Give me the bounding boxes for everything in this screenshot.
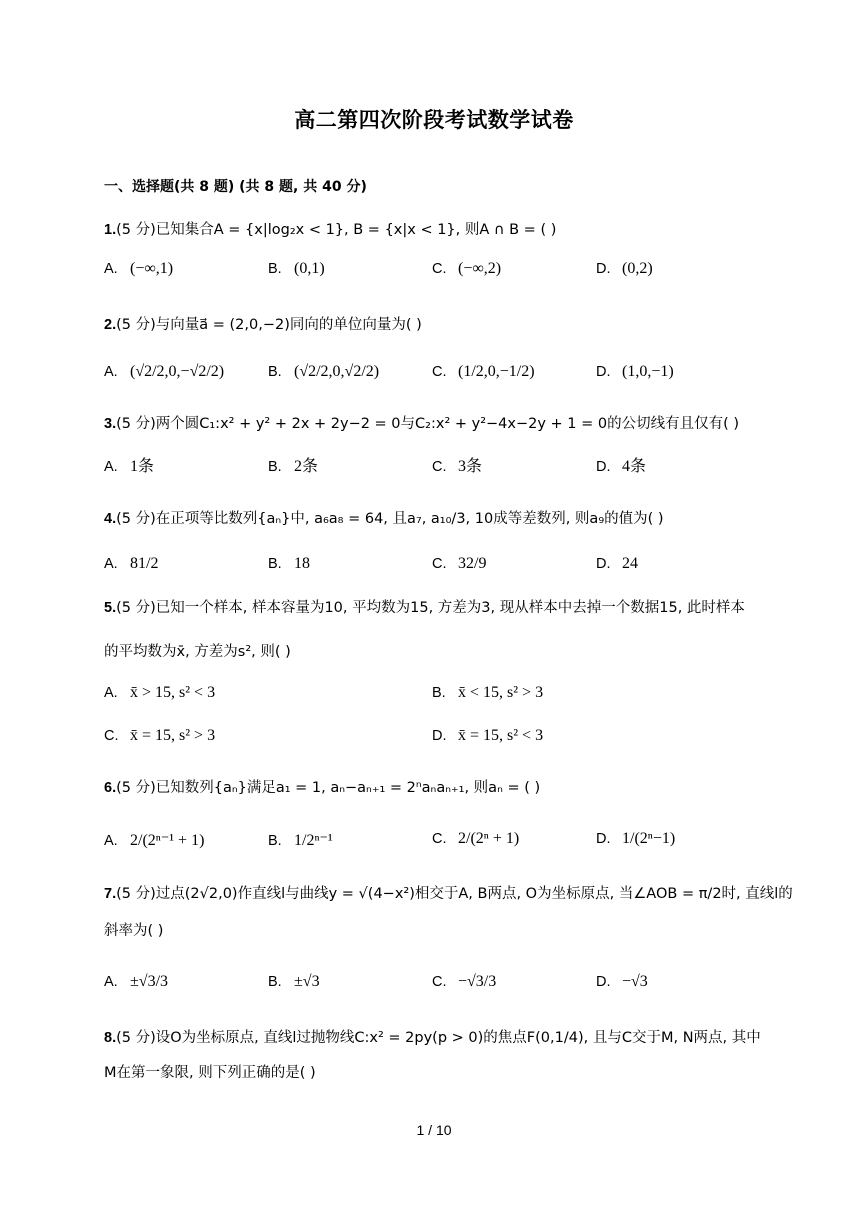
option-d — [596, 973, 648, 991]
option-b — [268, 973, 320, 991]
option-label: A. — [104, 833, 118, 849]
section-heading: 一、选择题(共 8 题) (共 8 题, 共 40 分) — [104, 179, 367, 195]
question-text-line-1: (5 分)已知一个样本, 样本容量为10, 平均数为15, 方差为3, 现从样本中去掉一个数据15, 此时样本 — [116, 600, 745, 616]
option-label: A. — [104, 556, 118, 572]
option-a — [104, 260, 173, 278]
question-text-line-2: 的平均数为x̄, 方差为s², 则( ) — [104, 644, 291, 660]
option-label: D. — [432, 728, 447, 744]
page-title: 高二第四次阶段考试数学试卷 — [294, 108, 574, 132]
question-8 — [104, 1026, 761, 1047]
option-label: B. — [268, 556, 282, 572]
option-c — [432, 363, 535, 381]
option-a — [104, 555, 158, 573]
question-number: 6. — [104, 780, 117, 796]
option-d — [596, 363, 674, 381]
option-value: (1/2,0,−1/2) — [458, 363, 535, 380]
option-a — [104, 973, 168, 991]
option-label: B. — [268, 364, 282, 380]
question-3 — [104, 412, 739, 433]
option-b — [268, 830, 333, 850]
option-c — [432, 973, 496, 991]
question-number: 4. — [104, 511, 117, 527]
option-label: B. — [432, 685, 446, 701]
option-c — [432, 555, 486, 573]
option-value: 24 — [622, 555, 638, 572]
option-label: C. — [432, 459, 447, 475]
option-label: A. — [104, 261, 118, 277]
option-a — [104, 363, 224, 381]
question-text: (5 分)已知数列{aₙ}满足a₁ = 1, aₙ−aₙ₊₁ = 2ⁿaₙaₙ₊₁, 则aₙ = ( ) — [116, 780, 541, 796]
question-number: 1. — [104, 222, 117, 238]
option-value: (√2/2,0,√2/2) — [294, 363, 380, 380]
option-value: 1条 — [130, 458, 155, 475]
option-d — [432, 727, 543, 745]
option-label: A. — [104, 364, 118, 380]
option-value: x̄ = 15, s² < 3 — [458, 727, 544, 744]
option-b — [268, 260, 325, 278]
option-label: A. — [104, 459, 118, 475]
option-value: 81/2 — [130, 555, 159, 572]
option-label: B. — [268, 261, 282, 277]
option-c — [432, 453, 482, 476]
option-value: (√2/2,0,−√2/2) — [130, 363, 225, 380]
option-value: −√3/3 — [458, 973, 497, 990]
option-label: A. — [104, 685, 118, 701]
option-a — [104, 453, 154, 476]
question-8-continued — [104, 1061, 316, 1082]
question-text-line-2: 斜率为( ) — [104, 923, 164, 939]
question-text: (5 分)两个圆C₁:x² + y² + 2x + 2y−2 = 0与C₂:x² + y²−4x−2y + 1 = 0的公切线有且仅有( ) — [116, 416, 740, 432]
question-text-line-2: M在第一象限, 则下列正确的是( ) — [104, 1065, 316, 1081]
question-2 — [104, 313, 422, 334]
option-b — [268, 555, 310, 573]
option-value: 32/9 — [458, 555, 487, 572]
question-text-line-1: (5 分)过点(2√2,0)作直线l与曲线y = √(4−x²)相交于A, B两点, O为坐标原点, 当∠AOB = π/2时, 直线l的 — [116, 886, 793, 902]
option-value: 3条 — [458, 458, 483, 475]
option-value: 1/2ⁿ⁻¹ — [294, 832, 333, 849]
question-1 — [104, 218, 556, 239]
question-7 — [104, 882, 793, 903]
option-value: x̄ > 15, s² < 3 — [130, 684, 216, 701]
option-d — [596, 453, 646, 476]
question-5-continued — [104, 640, 291, 661]
option-value: ±√3 — [294, 973, 320, 990]
option-label: B. — [268, 974, 282, 990]
option-value: (−∞,2) — [458, 260, 502, 277]
option-label: C. — [104, 728, 119, 744]
question-text: (5 分)与向量a⃗ = (2,0,−2)同向的单位向量为( ) — [116, 317, 422, 333]
option-c — [104, 727, 215, 745]
option-c — [432, 830, 519, 848]
option-value: (−∞,1) — [130, 260, 174, 277]
question-number: 5. — [104, 600, 117, 616]
option-value: −√3 — [622, 973, 648, 990]
option-label: B. — [268, 833, 282, 849]
question-number: 3. — [104, 416, 117, 432]
question-4 — [104, 507, 664, 528]
option-value: 1/(2ⁿ−1) — [622, 830, 676, 847]
option-label: B. — [268, 459, 282, 475]
option-value: 2条 — [294, 458, 319, 475]
option-label: D. — [596, 556, 611, 572]
option-b — [432, 684, 543, 702]
question-5 — [104, 596, 745, 617]
option-label: C. — [432, 831, 447, 847]
option-value: (1,0,−1) — [622, 363, 674, 380]
option-label: C. — [432, 556, 447, 572]
option-d — [596, 830, 675, 848]
option-b — [268, 363, 379, 381]
option-value: x̄ < 15, s² > 3 — [458, 684, 544, 701]
option-value: (0,1) — [294, 260, 325, 277]
option-label: D. — [596, 831, 611, 847]
option-value: (0,2) — [622, 260, 653, 277]
option-label: D. — [596, 974, 611, 990]
question-number: 8. — [104, 1030, 117, 1046]
option-value: 18 — [294, 555, 310, 572]
option-d — [596, 260, 653, 278]
option-value: x̄ = 15, s² > 3 — [130, 727, 216, 744]
option-a — [104, 684, 215, 702]
option-label: C. — [432, 364, 447, 380]
option-c — [432, 260, 501, 278]
option-label: A. — [104, 974, 118, 990]
option-value: 4条 — [622, 458, 647, 475]
question-number: 7. — [104, 886, 117, 902]
page-number: 1 / 10 — [416, 1122, 452, 1138]
option-d — [596, 555, 638, 573]
option-label: D. — [596, 459, 611, 475]
question-6 — [104, 776, 540, 797]
option-b — [268, 453, 318, 476]
question-text: (5 分)在正项等比数列{aₙ}中, a₆a₈ = 64, 且a₇, a₁₀/3, 10成等差数列, 则a₉的值为( ) — [116, 511, 664, 527]
option-label: C. — [432, 974, 447, 990]
question-number: 2. — [104, 317, 117, 333]
option-value: 2/(2ⁿ⁻¹ + 1) — [130, 832, 205, 849]
question-text-line-1: (5 分)设O为坐标原点, 直线l过抛物线C:x² = 2py(p > 0)的焦点F(0,1/4), 且与C交于M, N两点, 其中 — [116, 1030, 761, 1046]
question-text: (5 分)已知集合A = {x|log₂x < 1}, B = {x|x < 1}, 则A ∩ B = ( ) — [116, 222, 557, 238]
option-label: D. — [596, 261, 611, 277]
option-label: D. — [596, 364, 611, 380]
option-a — [104, 830, 204, 850]
option-value: 2/(2ⁿ + 1) — [458, 830, 520, 847]
question-7-continued — [104, 919, 163, 940]
option-value: ±√3/3 — [130, 973, 169, 990]
option-label: C. — [432, 261, 447, 277]
